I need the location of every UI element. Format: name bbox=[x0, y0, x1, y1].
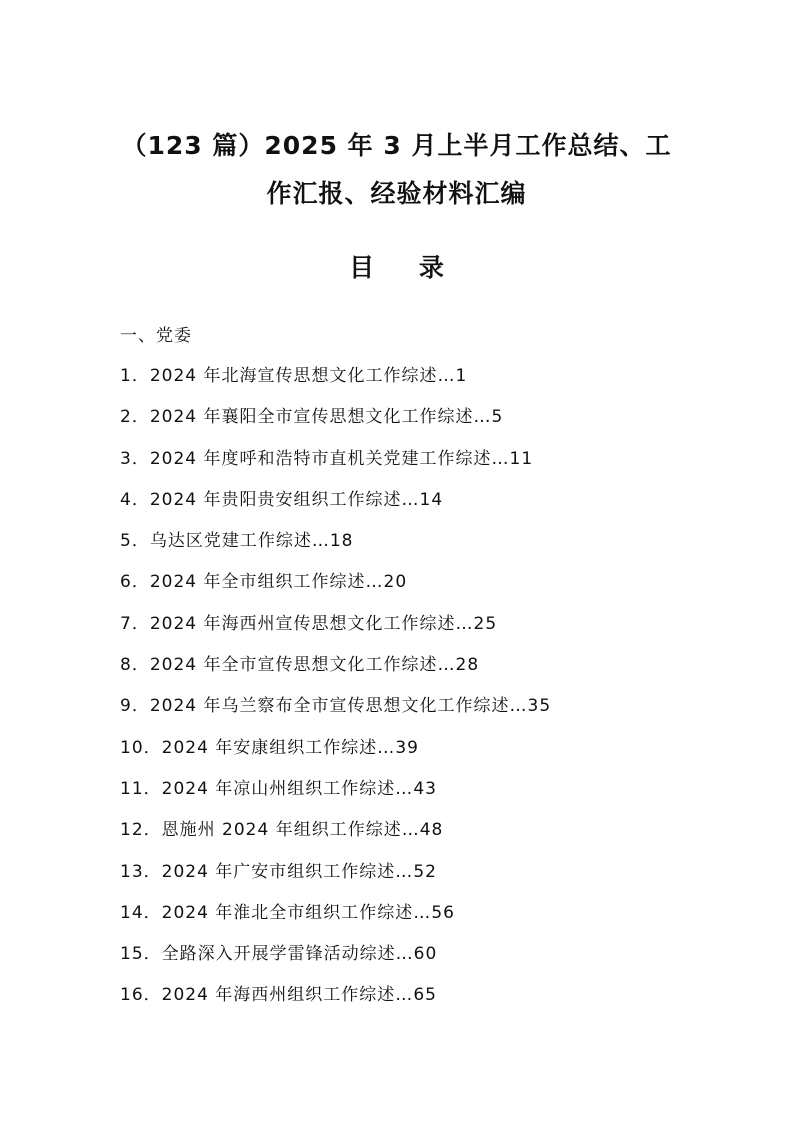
toc-item-page: 28 bbox=[455, 655, 480, 676]
toc-item bbox=[120, 858, 720, 899]
toc-item-page: 25 bbox=[473, 613, 498, 634]
toc-item bbox=[120, 527, 720, 568]
toc-item bbox=[120, 568, 720, 609]
toc-item-page: 18 bbox=[329, 531, 354, 552]
toc-item bbox=[120, 651, 720, 692]
toc-item-number: 4． bbox=[120, 489, 150, 510]
document-title-line-1: （123 篇）2025 年 3 月上半月工作总结、工 bbox=[121, 131, 672, 160]
toc-item-title: 恩施州 2024 年组织工作综述… bbox=[161, 820, 420, 841]
toc-item bbox=[120, 816, 720, 857]
toc-item-number: 16． bbox=[120, 985, 162, 1006]
toc-item bbox=[120, 940, 720, 981]
toc-item-number: 10． bbox=[120, 737, 162, 758]
toc-item-title: 2024 年海西州宣传思想文化工作综述… bbox=[149, 613, 474, 634]
toc-item-page: 52 bbox=[413, 861, 437, 882]
toc-item bbox=[120, 486, 720, 527]
toc-item-page: 56 bbox=[431, 902, 455, 923]
toc-item bbox=[120, 899, 720, 940]
toc-item-title: 2024 年乌兰察布全市宣传思想文化工作综述… bbox=[149, 696, 528, 717]
toc-item bbox=[120, 403, 720, 444]
toc-item bbox=[120, 775, 720, 816]
toc-item-number: 9． bbox=[120, 696, 150, 717]
toc-item bbox=[120, 362, 720, 403]
toc-item-number: 11． bbox=[120, 778, 162, 799]
toc-item-page: 5 bbox=[491, 407, 504, 428]
toc-item-title: 2024 年全市组织工作综述… bbox=[149, 572, 384, 593]
toc-item-title: 2024 年海西州组织工作综述… bbox=[161, 985, 414, 1006]
toc-item-title: 2024 年贵阳贵安组织工作综述… bbox=[149, 489, 420, 510]
toc-item-number: 13． bbox=[120, 861, 162, 882]
toc-item-page: 35 bbox=[527, 696, 552, 717]
toc-item-number: 3． bbox=[120, 448, 150, 469]
toc-item-number: 1． bbox=[120, 366, 150, 386]
toc-item-page: 60 bbox=[413, 944, 438, 965]
toc-item-page: 1 bbox=[455, 366, 468, 386]
toc-item bbox=[120, 692, 720, 733]
toc-item-title: 乌达区党建工作综述… bbox=[149, 531, 330, 552]
toc-item-number: 6． bbox=[120, 572, 150, 593]
toc-item-title: 全路深入开展学雷锋活动综述… bbox=[161, 944, 414, 965]
toc-heading: 目 录 bbox=[349, 253, 462, 282]
toc-item-title: 2024 年襄阳全市宣传思想文化工作综述… bbox=[149, 407, 492, 428]
toc-item-page: 11 bbox=[509, 448, 534, 469]
toc-item-title: 2024 年全市宣传思想文化工作综述… bbox=[149, 655, 456, 676]
toc-item-title: 2024 年广安市组织工作综述… bbox=[161, 861, 414, 882]
toc-item-number: 14． bbox=[120, 902, 162, 923]
toc-item-number: 15． bbox=[120, 944, 162, 965]
toc-item-title: 2024 年淮北全市组织工作综述… bbox=[161, 902, 432, 923]
toc-item bbox=[120, 734, 720, 775]
toc-list bbox=[120, 362, 720, 1023]
document-title-line-2: 作汇报、经验材料汇编 bbox=[266, 179, 527, 208]
toc-item-page: 48 bbox=[419, 820, 444, 841]
toc-item-title: 2024 年北海宣传思想文化工作综述… bbox=[149, 366, 456, 386]
toc-item-page: 20 bbox=[383, 572, 408, 593]
document-title bbox=[100, 122, 693, 218]
toc-item-page: 65 bbox=[413, 985, 437, 1006]
toc-item-number: 2． bbox=[120, 407, 150, 428]
toc-item bbox=[120, 981, 720, 1022]
toc-section-label: 一、党委 bbox=[120, 326, 192, 346]
toc-item-title: 2024 年凉山州组织工作综述… bbox=[161, 778, 414, 799]
toc-item-page: 14 bbox=[419, 489, 444, 510]
toc-item-page: 39 bbox=[395, 737, 419, 758]
toc-item-number: 12． bbox=[120, 820, 162, 841]
toc-item bbox=[120, 610, 720, 651]
toc-item-number: 7． bbox=[120, 613, 150, 634]
toc-item-title: 2024 年度呼和浩特市直机关党建工作综述… bbox=[149, 448, 510, 469]
toc-item-number: 8． bbox=[120, 655, 150, 676]
toc-item-number: 5． bbox=[120, 531, 150, 552]
toc-item-page: 43 bbox=[413, 778, 437, 799]
toc-item-title: 2024 年安康组织工作综述… bbox=[161, 737, 396, 758]
toc-item bbox=[120, 445, 720, 486]
